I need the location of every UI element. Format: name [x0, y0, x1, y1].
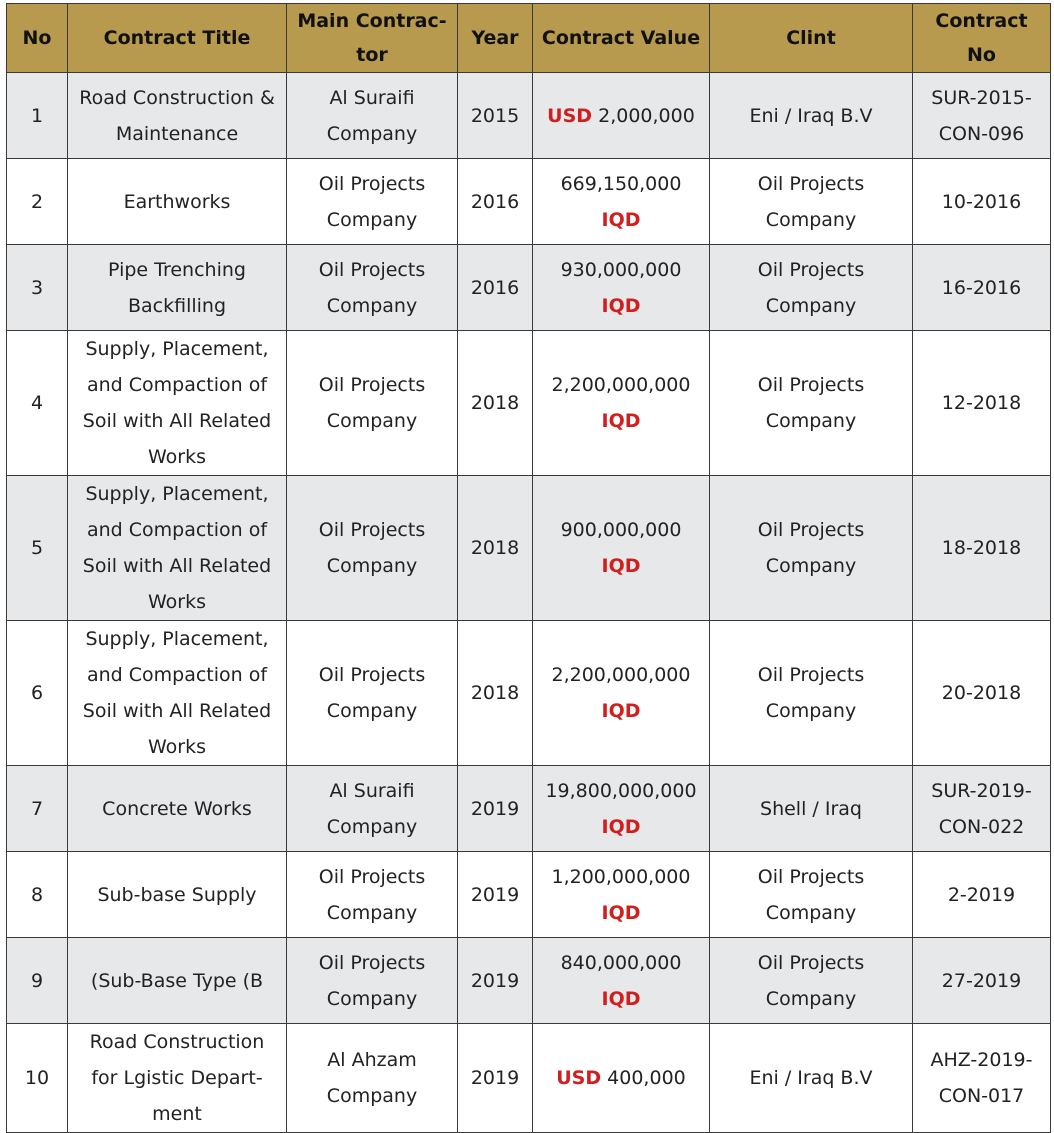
cell-no: 1: [7, 73, 68, 159]
header-contract-title: Contract Title: [68, 4, 287, 73]
table-row: [7, 1024, 1051, 1133]
cell-contract-no: 18-2018: [913, 476, 1051, 621]
value-amount: 2,000,000: [598, 104, 695, 127]
value-amount: 900,000,000: [560, 519, 682, 541]
cell-title: Supply, Placement, and Compaction of Soil with All Related Works: [68, 621, 287, 766]
header-row: [7, 4, 1051, 73]
table-row: [7, 159, 1051, 245]
header-contract-no: Contract No: [913, 4, 1051, 73]
cell-contractor: Oil Projects Company: [287, 621, 458, 766]
currency-label: USD: [547, 104, 593, 127]
cell-value: [533, 766, 710, 852]
cell-year: 2019: [458, 766, 533, 852]
cell-client: Oil Projects Company: [710, 621, 913, 766]
cell-client: Shell / Iraq: [710, 766, 913, 852]
cell-title: (Sub-Base Type (B: [68, 938, 287, 1024]
cell-contract-no: SUR-2015-CON-096: [913, 73, 1051, 159]
currency-label: IQD: [601, 294, 641, 317]
cell-value: [533, 476, 710, 621]
cell-year: 2016: [458, 159, 533, 245]
cell-no: 7: [7, 766, 68, 852]
cell-year: 2019: [458, 1024, 533, 1133]
cell-title: Road Construction & Maintenance: [68, 73, 287, 159]
cell-no: 3: [7, 245, 68, 331]
cell-no: 6: [7, 621, 68, 766]
cell-title: Supply, Placement, and Compaction of Soil with All Related Works: [68, 331, 287, 476]
cell-no: 4: [7, 331, 68, 476]
cell-contractor: Oil Projects Company: [287, 938, 458, 1024]
value-amount: 400,000: [607, 1067, 686, 1089]
currency-label: USD: [556, 1067, 602, 1089]
cell-title: Pipe Trenching Backfilling: [68, 245, 287, 331]
table-row: [7, 938, 1051, 1024]
currency-label: IQD: [601, 555, 641, 577]
table-row: [7, 331, 1051, 476]
cell-year: 2016: [458, 245, 533, 331]
cell-no: 5: [7, 476, 68, 621]
cell-contractor: Oil Projects Company: [287, 245, 458, 331]
currency-label: IQD: [601, 901, 641, 924]
cell-contract-no: 16-2016: [913, 245, 1051, 331]
cell-contractor: Oil Projects Company: [287, 159, 458, 245]
table-row: [7, 476, 1051, 621]
cell-title: Road Construction for Lgistic Depart-ment: [68, 1024, 287, 1133]
table-row: [7, 245, 1051, 331]
header-no: No: [7, 4, 68, 73]
header-main-contractor: Main Contrac-tor: [287, 4, 458, 73]
header-client: Clint: [710, 4, 913, 73]
currency-label: IQD: [601, 208, 641, 231]
cell-year: 2015: [458, 73, 533, 159]
cell-contract-no: 10-2016: [913, 159, 1051, 245]
value-amount: 2,200,000,000: [551, 664, 691, 686]
cell-value: [533, 331, 710, 476]
cell-no: 8: [7, 852, 68, 938]
cell-title: Supply, Placement, and Compaction of Soil with All Related Works: [68, 476, 287, 621]
cell-year: 2019: [458, 852, 533, 938]
cell-client: Oil Projects Company: [710, 938, 913, 1024]
cell-no: 10: [7, 1024, 68, 1133]
contracts-table: [6, 3, 1051, 1133]
currency-label: IQD: [601, 815, 641, 838]
cell-year: 2018: [458, 476, 533, 621]
value-amount: 930,000,000: [560, 258, 682, 281]
cell-client: Oil Projects Company: [710, 245, 913, 331]
cell-value: [533, 159, 710, 245]
cell-contract-no: 20-2018: [913, 621, 1051, 766]
cell-value: [533, 245, 710, 331]
cell-client: Eni / Iraq B.V: [710, 1024, 913, 1133]
table-row: [7, 621, 1051, 766]
cell-year: 2019: [458, 938, 533, 1024]
cell-title: Earthworks: [68, 159, 287, 245]
value-amount: 19,800,000,000: [545, 779, 697, 802]
cell-contractor: Al Suraifi Company: [287, 766, 458, 852]
cell-contractor: Al Ahzam Company: [287, 1024, 458, 1133]
cell-no: 2: [7, 159, 68, 245]
table-row: [7, 73, 1051, 159]
cell-client: Eni / Iraq B.V: [710, 73, 913, 159]
cell-value: [533, 1024, 710, 1133]
cell-value: [533, 852, 710, 938]
currency-label: IQD: [601, 987, 641, 1010]
cell-contract-no: 2-2019: [913, 852, 1051, 938]
cell-title: Sub-base Supply: [68, 852, 287, 938]
cell-client: Oil Projects Company: [710, 852, 913, 938]
cell-contractor: Al Suraifi Company: [287, 73, 458, 159]
cell-no: 9: [7, 938, 68, 1024]
header-year: Year: [458, 4, 533, 73]
cell-contract-no: AHZ-2019-CON-017: [913, 1024, 1051, 1133]
cell-contract-no: 12-2018: [913, 331, 1051, 476]
cell-title: Concrete Works: [68, 766, 287, 852]
header-contract-value: Contract Value: [533, 4, 710, 73]
cell-value: [533, 621, 710, 766]
cell-contractor: Oil Projects Company: [287, 852, 458, 938]
cell-value: [533, 73, 710, 159]
cell-contractor: Oil Projects Company: [287, 476, 458, 621]
cell-value: [533, 938, 710, 1024]
cell-contract-no: SUR-2019-CON-022: [913, 766, 1051, 852]
currency-label: IQD: [601, 410, 641, 432]
cell-client: Oil Projects Company: [710, 331, 913, 476]
table-row: [7, 766, 1051, 852]
cell-year: 2018: [458, 621, 533, 766]
cell-client: Oil Projects Company: [710, 476, 913, 621]
value-amount: 669,150,000: [560, 172, 682, 195]
value-amount: 840,000,000: [560, 951, 682, 974]
value-amount: 1,200,000,000: [551, 865, 691, 888]
table-row: [7, 852, 1051, 938]
currency-label: IQD: [601, 700, 641, 722]
cell-year: 2018: [458, 331, 533, 476]
cell-contract-no: 27-2019: [913, 938, 1051, 1024]
value-amount: 2,200,000,000: [551, 374, 691, 396]
cell-client: Oil Projects Company: [710, 159, 913, 245]
cell-contractor: Oil Projects Company: [287, 331, 458, 476]
